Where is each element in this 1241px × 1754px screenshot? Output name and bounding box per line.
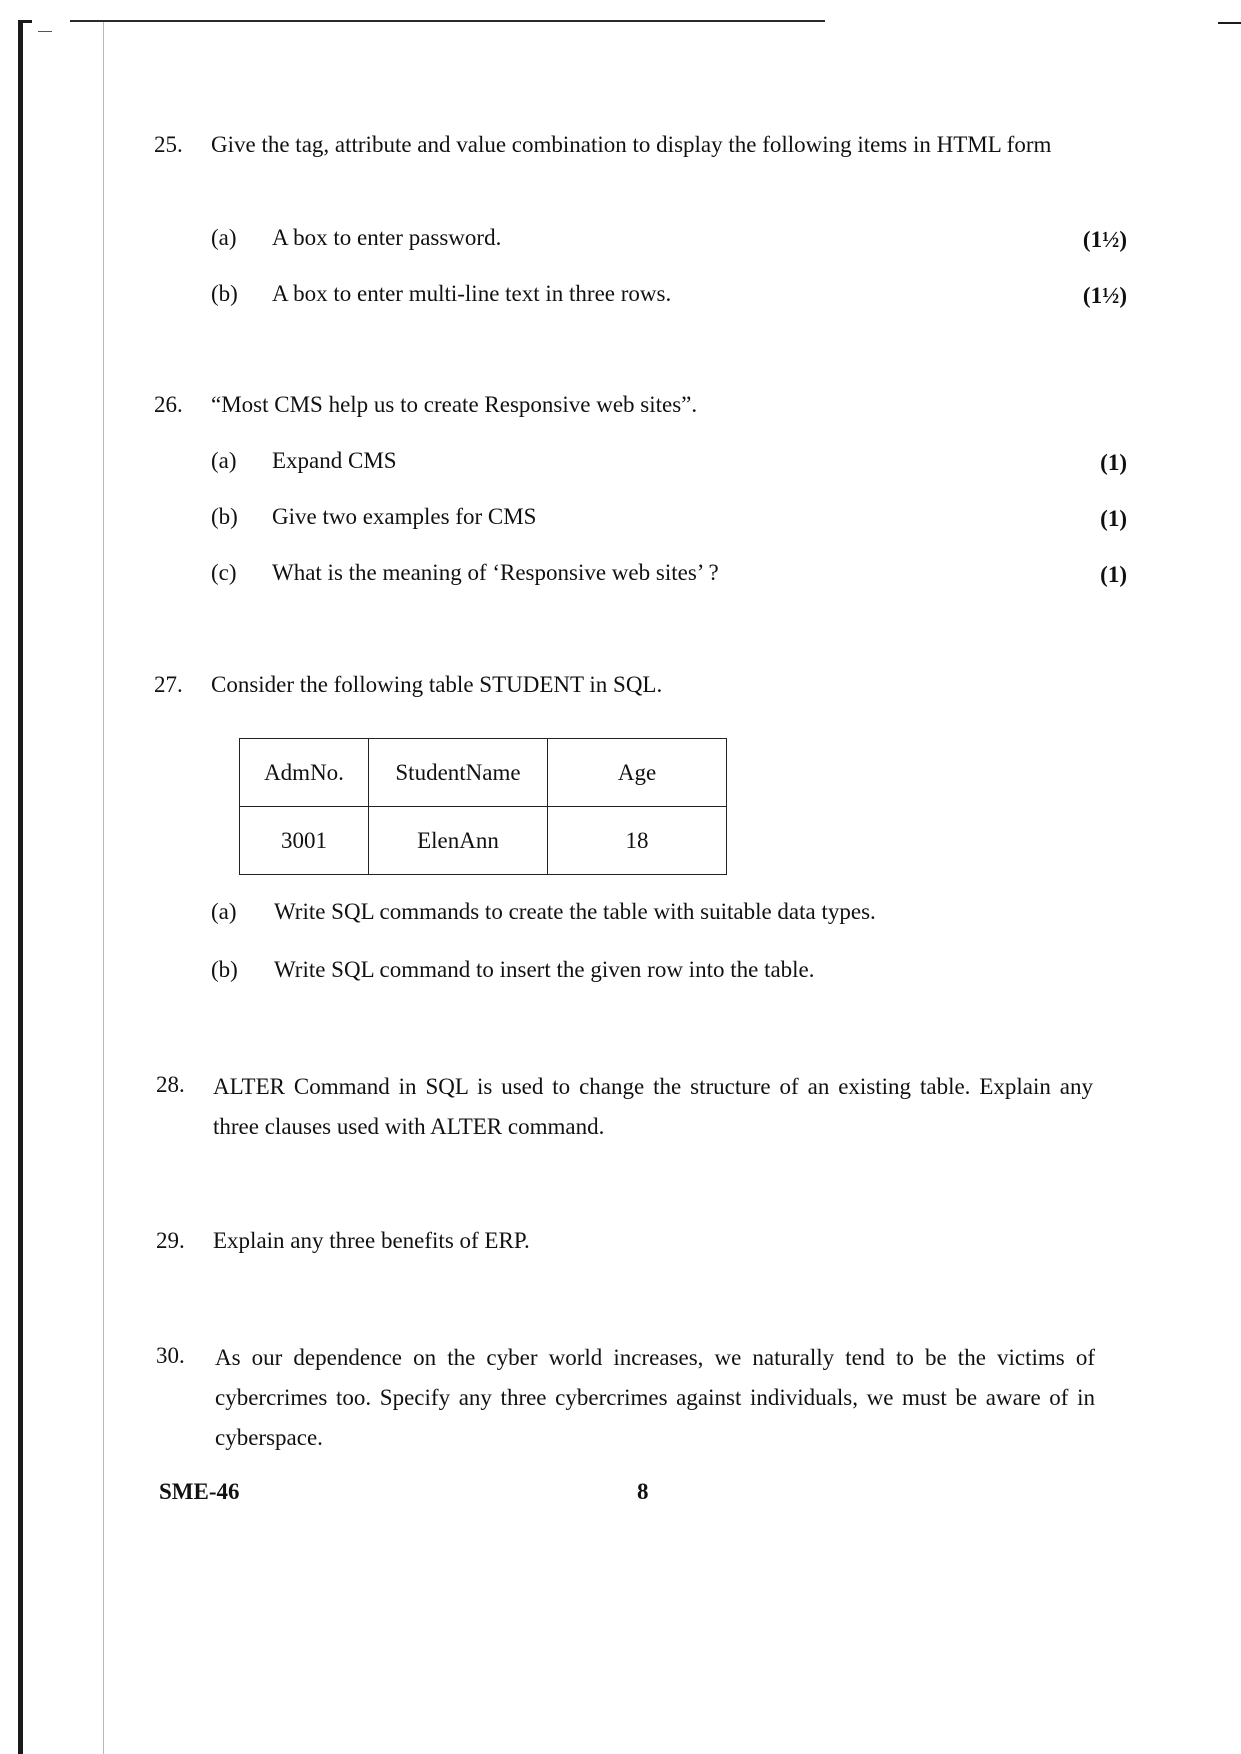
question-number: 30. (156, 1343, 185, 1368)
part-label: (a) (211, 225, 237, 250)
part-text: Write SQL command to insert the given row into the table. (274, 957, 815, 982)
scan-edge-left (18, 22, 23, 1754)
question-text: Explain any three benefits of ERP. (213, 1228, 530, 1253)
table-header-cell: AdmNo. (240, 739, 369, 807)
table-header-cell: StudentName (369, 739, 548, 807)
part-label: (c) (211, 560, 237, 585)
scan-edge-top (70, 20, 825, 22)
table-header-row (240, 739, 727, 807)
part-label: (a) (211, 899, 237, 924)
paper-code: SME-46 (159, 1479, 240, 1504)
table-cell: 18 (548, 807, 727, 875)
question-stem: Consider the following table STUDENT in SQL. (211, 672, 663, 697)
part-text: Write SQL commands to create the table with suitable data types. (274, 899, 876, 924)
question-stem: Give the tag, attribute and value combination to display the following items in HTML form (211, 132, 1052, 157)
part-label: (b) (211, 281, 238, 306)
marks: (1½) (1082, 227, 1127, 252)
marks: (1½) (1082, 283, 1127, 308)
marks: (1) (1100, 450, 1127, 475)
table-cell: ElenAnn (369, 807, 548, 875)
question-stem: “Most CMS help us to create Responsive web sites”. (211, 392, 698, 417)
question-number: 26. (154, 392, 183, 417)
scan-edge-top-right (1218, 22, 1241, 24)
part-label: (b) (211, 957, 238, 982)
marks: (1) (1100, 506, 1127, 531)
page-number: 8 (637, 1479, 649, 1504)
part-label: (b) (211, 504, 238, 529)
scan-margin-line (103, 20, 104, 1754)
table-header-cell: Age (548, 739, 727, 807)
part-text: Expand CMS (272, 448, 397, 473)
table-row (240, 807, 727, 875)
question-text: As our dependence on the cyber world increases, we naturally tend to be the victims of cybercrimes too. Specify any three cybercrimes against individuals, we must be aware of in cyberspace. (215, 1345, 1095, 1450)
scan-dash-mark (38, 31, 52, 32)
student-table (239, 738, 727, 875)
question-text: ALTER Command in SQL is used to change the structure of an existing table. Explain any three clauses used with ALTER command. (213, 1074, 1093, 1139)
question-number: 25. (154, 132, 183, 157)
part-text: Give two examples for CMS (272, 504, 537, 529)
part-text: A box to enter multi-line text in three rows. (272, 281, 672, 306)
marks: (1) (1100, 562, 1127, 587)
question-number: 29. (156, 1228, 185, 1253)
question-number: 28. (156, 1072, 185, 1097)
scan-corner-mark (18, 20, 32, 23)
table-cell: 3001 (240, 807, 369, 875)
part-text: What is the meaning of ‘Responsive web sites’ ? (272, 560, 719, 585)
part-label: (a) (211, 448, 237, 473)
question-number: 27. (154, 672, 183, 697)
part-text: A box to enter password. (272, 225, 502, 250)
